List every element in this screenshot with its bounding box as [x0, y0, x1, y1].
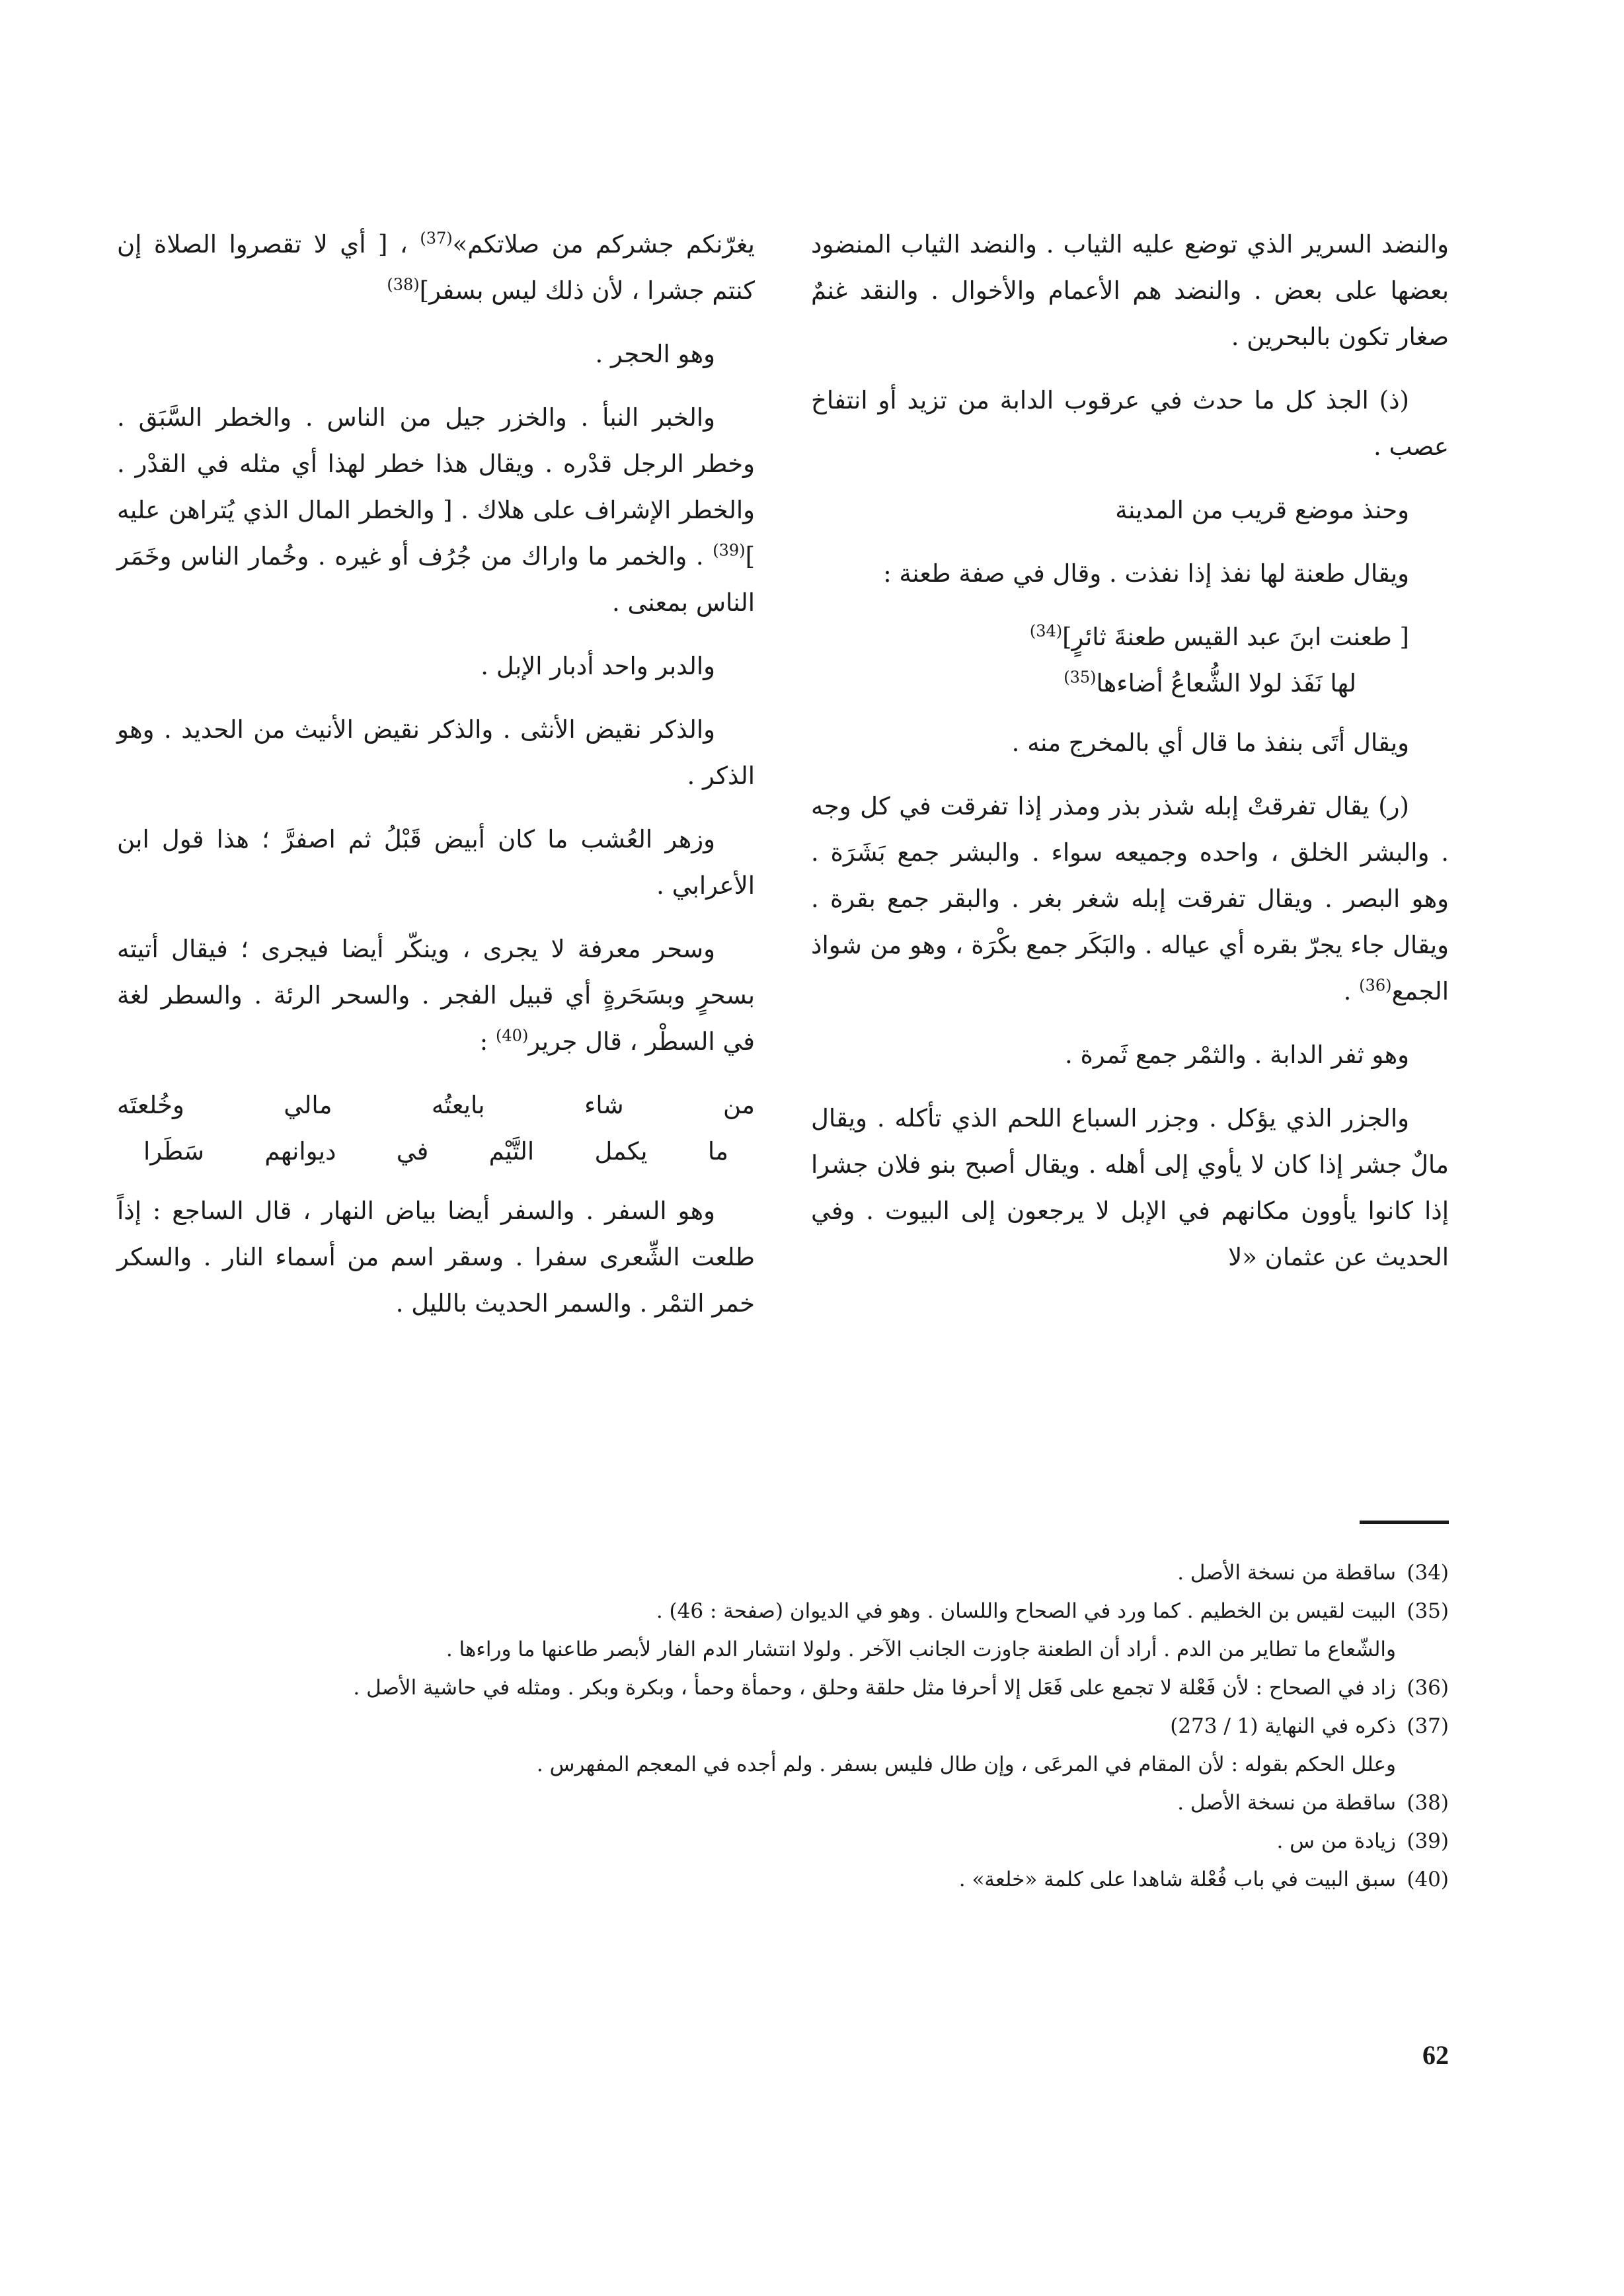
verse-line-1: [ طعنت ابنَ عبد القيس طعنةَ ثائرٍ]$^{(34)}$ [1029, 621, 1409, 651]
footnote-ref-35: (35) [1063, 668, 1097, 687]
footnotes [153, 1555, 1449, 1900]
footnote-39 [153, 1823, 1449, 1859]
footnote-38 [153, 1785, 1449, 1821]
footnote-text: سبق البيت في باب فُعْلة شاهدا على كلمة «خلعة» . [958, 1868, 1396, 1891]
verse-qays [811, 614, 1449, 707]
paragraph-khabar: والخبر النبأ . والخزر جيل من الناس . والخطر السَّبَق . وخطر الرجل قدْره . ويقال هذا خطر لهذا أي مثله في القدْر . والخطر الإشراف على هلاك . [ والخطر المال الذي يُتراهن عليه ]$^{(39)}$ . والخمر ما واراك من جُرُف أو غيره . وخُمار الناس وخَمَر الناس بمعنى . [117, 403, 755, 617]
page-number: 62 [1422, 2040, 1449, 2070]
footnote-number: (40) [1407, 1868, 1449, 1891]
paragraph-nafad: ويقال طعنة لها نفذ إذا نفذت . وقال في صفة طعنة : [883, 559, 1409, 588]
footnote-ref-39: (39) [713, 541, 746, 560]
footnote-number: (37) [1407, 1714, 1449, 1738]
footnote-ref-37: (37) [420, 229, 453, 248]
verse-line-2: لها نَفَذ لولا الشُّعاعُ أضاءها$^{(35)}$ [1063, 668, 1356, 697]
footnote-ref-38: (38) [387, 275, 420, 294]
verse-line-1: من شاء بايعتُه مالي وخُلعتَه [117, 1091, 755, 1119]
footnote-ref-40: (40) [496, 1026, 529, 1045]
left-text-column [117, 221, 755, 1344]
footnote-ref-36: (36) [1359, 976, 1392, 995]
footnote-separator [1360, 1521, 1449, 1524]
paragraph-ra: (ر) يقال تفرقتْ إبله شذر بذر ومذر إذا تفرقت في كل وجه . والبشر الخلق ، واحده وجميعه سواء . والبشر جمع بَشَرَة . وهو البصر . ويقال تفرقت إبله شغر بغر . والبقر جمع بقرة . ويقال جاء يجرّ بقره أي عياله . والبَكَر جمع بكْرَة ، وهو من شواذ الجمع$^{(36)}$ . [811, 792, 1449, 1006]
paragraph-jashar-cont: يغرّنكم جشركم من صلاتكم»$^{(37)}$ ، [ أي لا تقصروا الصلاة إن كنتم جشرا ، لأن ذلك ليس بسفر]$^{(38)}$ [117, 229, 755, 305]
footnote-36 [153, 1670, 1449, 1706]
footnote-35 [153, 1593, 1449, 1629]
paragraph-dhal: (ذ) الجذ كل ما حدث في عرقوب الدابة من تزيد أو انتفاخ عصب . [811, 386, 1449, 461]
verse-line-2: ما يكمل التَّيْم في ديوانهم سَطَرا [143, 1137, 728, 1166]
footnote-number: (39) [1407, 1829, 1449, 1853]
footnote-text: زاد في الصحاح : لأن فَعْلة لا تجمع على فَعَل إلا أحرفا مثل حلقة وحلق ، وحمأة وحمأ ، وبكرة وبكر . ومثله في حاشية الأصل . [353, 1676, 1396, 1700]
paragraph-hanz: وحنذ موضع قريب من المدينة [1115, 496, 1409, 524]
paragraph-hajar: وهو الحجر . [595, 340, 715, 368]
paragraph-nadd: والنضد السرير الذي توضع عليه الثياب . والنضد الثياب المنضود بعضها على بعض . والنضد هم الأعمام والأخوال . والنقد غنمٌ صغار تكون بالبحرين . [811, 230, 1449, 351]
footnote-text: ساقطة من نسخة الأصل . [1177, 1561, 1396, 1585]
footnote-number: (38) [1407, 1791, 1449, 1815]
paragraph-thafar: وهو ثفر الدابة . والثمْر جمع ثَمرة . [1065, 1041, 1409, 1069]
footnote-text: ساقطة من نسخة الأصل . [1177, 1791, 1396, 1815]
footnote-number: (35) [1407, 1599, 1449, 1623]
verse-jarir [117, 1082, 755, 1175]
footnote-37 [153, 1708, 1449, 1744]
paragraph-safar: وهو السفر . والسفر أيضا بياض النهار ، قال الساجع : إذاً طلعت الشِّعرى سفرا . وسقر اسم من أسماء النار . والسكر خمر التمْر . والسمر الحديث بالليل . [117, 1197, 755, 1318]
paragraph-jazar: والجزر الذي يؤكل . وجزر السباع اللحم الذي تأكله . ويقال مالٌ جشر إذا كان لا يأوي إلى أهله . ويقال أصبح بنو فلان جشرا إذا كانوا يأوون مكانهم في الإبل لا يرجعون إلى البيوت . وفي الحديث عن عثمان «لا [811, 1104, 1449, 1271]
footnote-text: ذكره في النهاية (1 / 273) [1170, 1714, 1396, 1738]
footnote-ref-34: (34) [1029, 621, 1063, 641]
paragraph-dabr: والدبر واحد أدبار الإبل . [481, 652, 715, 680]
right-text-column [811, 221, 1449, 1298]
footnote-number: (34) [1407, 1561, 1449, 1585]
paragraph-dhakar: والذكر نقيض الأنثى . والذكر نقيض الأنيث من الحديد . وهو الذكر . [117, 715, 755, 790]
footnote-37-continued: وعلل الحكم بقوله : لأن المقام في المرعَى ، وإن طال فليس بسفر . ولم أجده في المعجم المفهرس . [536, 1753, 1396, 1776]
footnote-number: (36) [1407, 1676, 1449, 1700]
paragraph-zahr: وزهر العُشب ما كان أبيض قَبْلُ ثم اصفرَّ ؛ هذا قول ابن الأعرابي . [117, 825, 755, 900]
footnote-40 [153, 1862, 1449, 1897]
footnote-34 [153, 1555, 1449, 1591]
footnote-text: البيت لقيس بن الخطيم . كما ورد في الصحاح واللسان . وهو في الديوان (صفحة : 46) . [656, 1599, 1396, 1623]
footnote-text: زيادة من س . [1276, 1829, 1396, 1853]
footnote-35-continued: والشّعاع ما تطاير من الدم . أراد أن الطعنة جاوزت الجانب الآخر . ولولا انتشار الدم الفار لأبصر طاعنها ما وراءها . [445, 1638, 1396, 1661]
paragraph-makhraj: ويقال أتَى بنفذ ما قال أي بالمخرج منه . [1011, 729, 1409, 757]
paragraph-sahar: وسحر معرفة لا يجرى ، وينكّر أيضا فيجرى ؛ فيقال أتيته بسحرٍ وبسَحَرةٍ أي قبيل الفجر . والسحر الرئة . والسطر لغة في السطْر ، قال جرير$^{(40)}$ : [117, 935, 755, 1056]
